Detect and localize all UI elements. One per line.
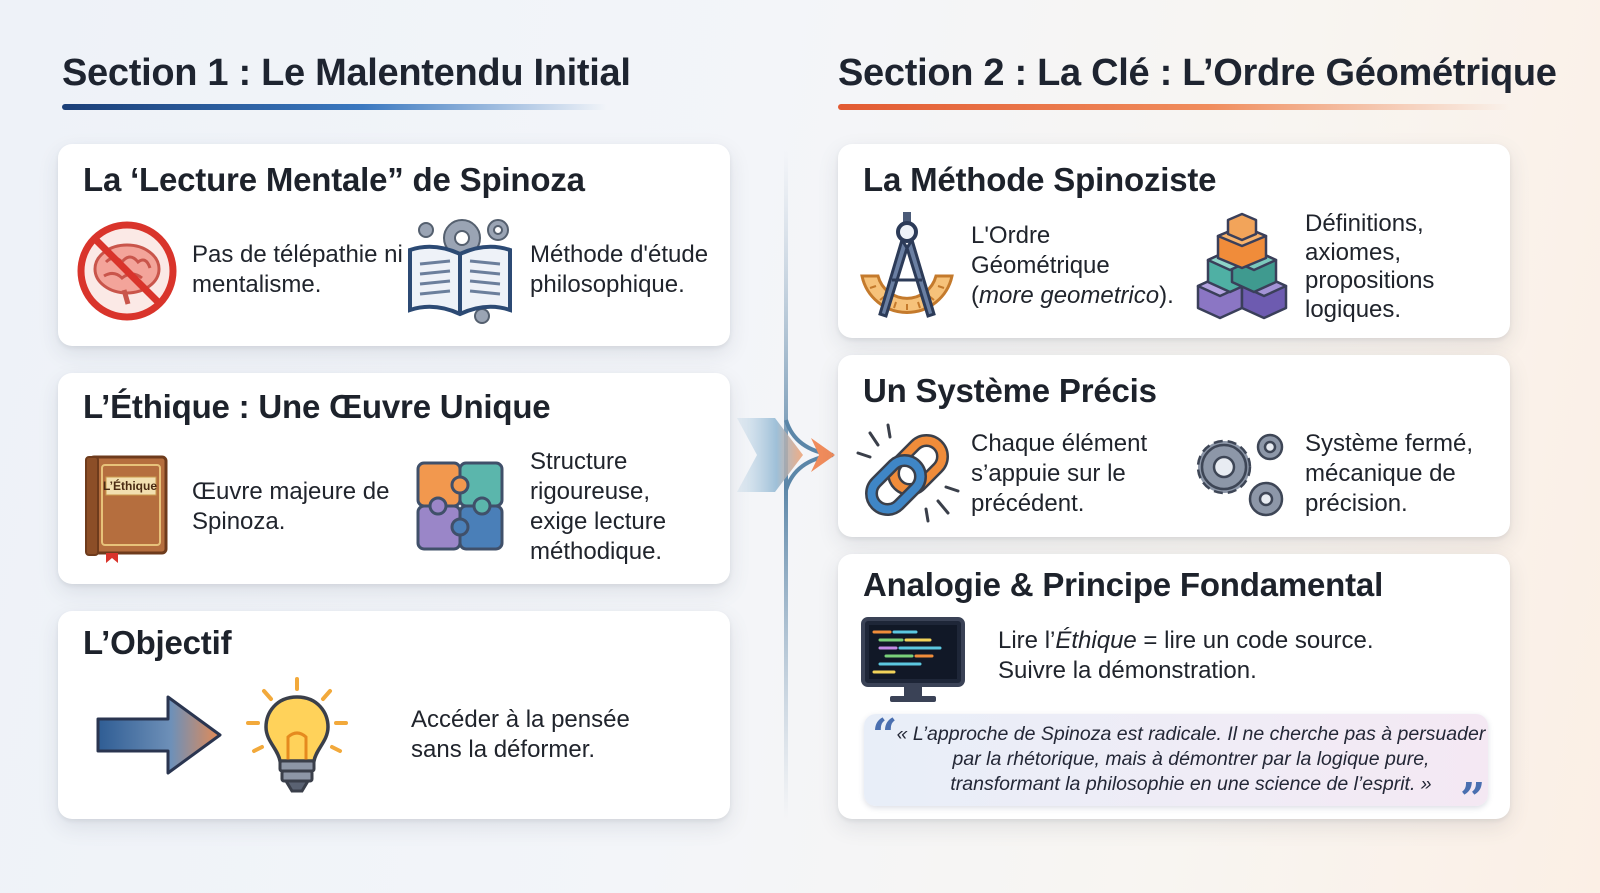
paren-close: ).: [1159, 282, 1174, 309]
card-title: Un Système Précis: [863, 372, 1157, 409]
analogy-line2: Suivre la démonstration.: [998, 657, 1257, 684]
puzzle-icon: [416, 461, 504, 551]
section2-underline: [838, 104, 1510, 110]
no-brain-icon: [76, 220, 178, 322]
item-line: Géométrique: [971, 252, 1110, 279]
book-gears-icon: [404, 214, 516, 326]
item-closed-system: Système fermé, mécanique de précision.: [1305, 430, 1474, 517]
compass-protractor-icon: [856, 210, 958, 322]
card-lecture-mentale: [58, 144, 730, 346]
item-geometric-order: [971, 221, 1201, 311]
ethique-italic: Éthique: [1055, 627, 1137, 654]
item-structure: Structure rigoureuse, exige lecture méthodique.: [530, 448, 667, 565]
card-title: La ‘Lecture Mentale” de Spinoza: [83, 161, 585, 198]
quote-open-mark: “: [872, 710, 898, 761]
item-no-telepathy: Pas de télépathie ni mentalisme.: [192, 241, 403, 298]
ethique-book-icon: [84, 453, 170, 563]
gears-icon: [1188, 427, 1288, 523]
quote-box: [864, 710, 1488, 825]
code-monitor-icon: [860, 616, 966, 704]
item-major-work: Œuvre majeure de Spinoza.: [192, 478, 390, 535]
card-title: Analogie & Principe Fondamental: [863, 566, 1384, 603]
analogy-text: [998, 626, 1478, 686]
analogy-post: = lire un code source.: [1136, 627, 1374, 654]
section-connector-arrow: [735, 150, 845, 820]
paren-open: (: [971, 282, 979, 309]
chain-link-icon: [856, 423, 960, 523]
analogy-pre: Lire l’: [998, 627, 1056, 654]
quote-text: « L’approche de Spinoza est radicale. Il ne cherche pas à persuader par la rhétorique, mais à démontrer par la logique pure, transformant la philosophie en une science de l’esprit. »: [896, 723, 1486, 795]
item-objective: Accéder à la pensée sans la déformer.: [411, 706, 630, 763]
card-analogie: [838, 554, 1510, 825]
card-methode-spinoziste: [838, 144, 1510, 338]
item-line: L'Ordre: [971, 222, 1051, 249]
book-label: L’Éthique: [103, 479, 157, 493]
stacked-cubes-icon: [1194, 212, 1290, 320]
card-systeme-precis: [838, 355, 1510, 537]
section1-underline: [62, 104, 607, 110]
card-title: La Méthode Spinoziste: [863, 161, 1217, 198]
arrow-right-icon: [94, 693, 224, 777]
item-each-element: Chaque élément s’appuie sur le précédent.: [971, 430, 1148, 517]
section2-title: Section 2 : La Clé : L’Ordre Géométrique: [838, 52, 1557, 94]
item-method: Méthode d'étude philosophique.: [530, 241, 709, 298]
quote-close-mark: ”: [1460, 774, 1486, 825]
more-geometrico-text: more geometrico: [979, 282, 1160, 309]
card-ethique: [58, 373, 730, 584]
lightbulb-icon: [242, 675, 352, 799]
card-title: L’Objectif: [83, 624, 232, 661]
card-objectif: [58, 611, 730, 819]
item-definitions: Définitions, axiomes, propositions logiques.: [1305, 210, 1435, 323]
card-title: L’Éthique : Une Œuvre Unique: [83, 388, 551, 425]
section1-title: Section 1 : Le Malentendu Initial: [62, 52, 631, 94]
